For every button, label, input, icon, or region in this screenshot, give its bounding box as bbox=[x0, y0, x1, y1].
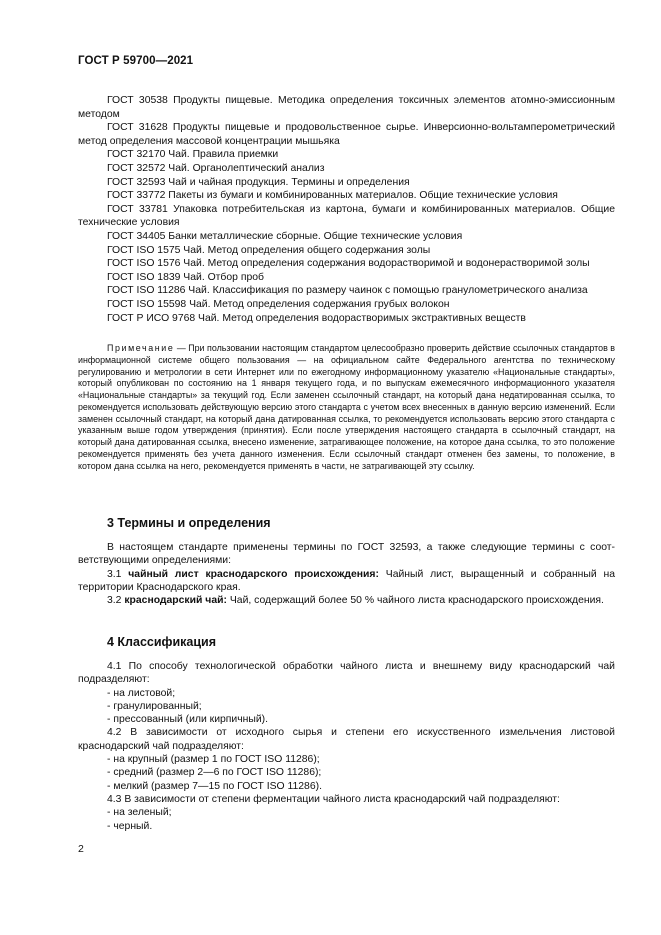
reference-item: ГОСТ 31628 Продукты пищевые и продовольственное сырье. Инверсионно-вольтамперометрический метод определения массовой концентрации мышьяка bbox=[78, 122, 615, 147]
list-item: - на зеленый; bbox=[107, 807, 172, 819]
term-definition: Чай, содержащий более 50 % чайного листа краснодарского происхождения. bbox=[229, 595, 604, 607]
note-label: Примечание bbox=[107, 343, 175, 353]
term-3-2 bbox=[78, 594, 615, 607]
list-item: - прессованный (или кирпичный). bbox=[107, 714, 268, 726]
section-terms bbox=[78, 515, 615, 607]
list-item: - на крупный (размер 1 по ГОСТ ISO 11286); bbox=[107, 754, 320, 766]
reference-item: ГОСТ Р ИСО 9768 Чай. Метод определения водорастворимых экстрактивных веществ bbox=[107, 312, 526, 324]
reference-item: ГОСТ 32170 Чай. Правила приемки bbox=[107, 149, 279, 161]
note-paragraph bbox=[78, 343, 615, 472]
reference-item: ГОСТ 32593 Чай и чайная продукция. Термины и определения bbox=[107, 176, 410, 188]
term-3-1 bbox=[78, 568, 615, 595]
list-item: - средний (размер 2—6 по ГОСТ ISO 11286); bbox=[107, 767, 322, 779]
reference-item: ГОСТ ISO 1576 Чай. Метод определения содержания водорастворимой и водонерастворимой золы bbox=[107, 258, 590, 270]
page-number: 2 bbox=[78, 843, 84, 855]
clause-4-3: 4.3 В зависимости от степени ферментации чайного листа краснодарский чай подразделяют: bbox=[107, 793, 560, 805]
reference-item: ГОСТ ISO 1839 Чай. Отбор проб bbox=[107, 271, 264, 283]
section-4-heading: 4 Классификация bbox=[107, 635, 217, 649]
list-item: - мелкий (размер 7—15 по ГОСТ ISO 11286). bbox=[107, 780, 322, 792]
term-number: 3.1 bbox=[107, 568, 122, 580]
term-name: чайный лист краснодарского происхождения: bbox=[128, 568, 379, 580]
reference-item: ГОСТ 34405 Банки металлические сборные. Общие технические условия bbox=[107, 230, 463, 242]
reference-item: ГОСТ 33781 Упаковка потребительская из картона, бумаги и комбинированных материалов. Общие технические условия bbox=[78, 203, 615, 229]
list-item: - на листовой; bbox=[107, 687, 176, 699]
standard-header: ГОСТ Р 59700—2021 bbox=[78, 55, 194, 67]
term-name: краснодарский чай: bbox=[124, 595, 227, 607]
note-block bbox=[78, 343, 615, 472]
clause-4-1: 4.1 По способу технологической обработки чайного листа и внешнему виду краснодарский чай подразделяют: bbox=[78, 661, 615, 686]
term-definition: Чайный лист, выращенный и собранный на территории Краснодарского края. bbox=[78, 568, 616, 593]
term-number: 3.2 bbox=[107, 595, 122, 607]
list-item: - черный. bbox=[107, 820, 153, 832]
section-3-heading: 3 Термины и определения bbox=[107, 516, 271, 530]
note-text: — При пользовании настоящим стандартом целесообразно проверить действие ссылочных стандартов в информационной системе общего пользования — на официальном сайте Федерального агентства по техническому регулированию и метрологии в сети Интернет или по ежегодному информационному указателю «Национальные стандарты», который опубликован по состоянию на 1 января текущего года, и по выпускам ежемесячного информационного указателя «Национальные стандарты» за текущий год. Если заменен ссылочный стандарт, на который дана недатированная ссылка, то рекомендуется использовать действующую версию этого стандарта с учетом всех внесенных в данную версию изменений. Если заменен ссылочный стандарт, на который дана датированная ссылка, то рекомендуется использовать версию этого стандарта с указанным выше годом утверждения (принятия). Если после утверждения настоящего стандарта в ссылочный стандарт, на который дана датированная ссылка, внесено изменение, затрагивающее положение, на которое дана ссылка, то это положение рекомендуется применять без учета данного изменения. Если ссылочный стандарт отменен без замены, то положение, в котором дана ссылка на него, рекомендуется применять в части, не затрагивающей эту ссылку. bbox=[78, 343, 615, 471]
normative-references-list bbox=[78, 94, 615, 325]
section-classification bbox=[78, 634, 615, 833]
reference-item: ГОСТ ISO 15598 Чай. Метод определения содержания грубых волокон bbox=[107, 298, 450, 310]
section-3-intro: В настоящем стандарте применены термины по ГОСТ 32593, а также следующие термины с соответствующими определениями: bbox=[78, 542, 615, 567]
reference-item: ГОСТ 30538 Продукты пищевые. Методика определения токсичных элементов атомно-эмиссионным методом bbox=[78, 95, 615, 120]
reference-item: ГОСТ 33772 Пакеты из бумаги и комбинированных материалов. Общие технические условия bbox=[107, 190, 558, 202]
reference-item: ГОСТ ISO 1575 Чай. Метод определения общего содержания золы bbox=[107, 244, 431, 256]
list-item: - гранулированный; bbox=[107, 700, 202, 712]
reference-item: ГОСТ ISO 11286 Чай. Классификация по размеру чаинок с помощью гранулометрического анализа bbox=[107, 285, 588, 297]
reference-item: ГОСТ 32572 Чай. Органолептический анализ bbox=[107, 162, 325, 174]
clause-4-2: 4.2 В зависимости от исходного сырья и степени его искусственного измельчения листовой краснодарский чай подразделяют: bbox=[78, 727, 615, 752]
